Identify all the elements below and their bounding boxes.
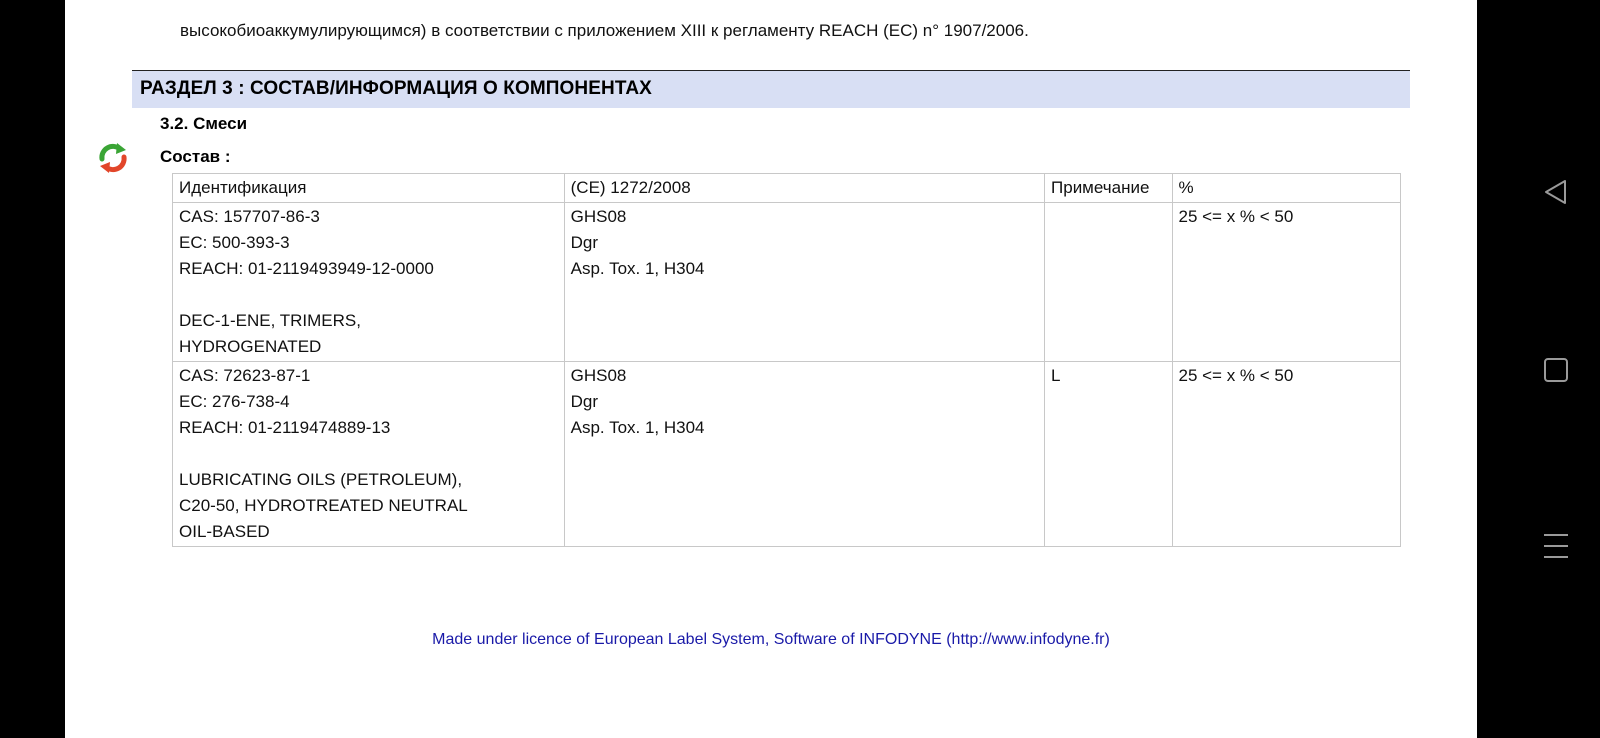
- substance-name: OIL-BASED: [179, 522, 270, 541]
- header-note: Примечание: [1045, 174, 1172, 203]
- identification-cell: [173, 203, 565, 362]
- section-title: РАЗДЕЛ 3 : СОСТАВ/ИНФОРМАЦИЯ О КОМПОНЕНТАХ: [140, 78, 652, 99]
- reach-number: REACH: 01-2119474889-13: [179, 418, 391, 437]
- ec-number: EC: 276-738-4: [179, 392, 290, 411]
- footer-separator: ,: [764, 631, 774, 648]
- hazard-statement: Asp. Tox. 1, H304: [570, 259, 705, 278]
- hazard-statement: Asp. Tox. 1, H304: [570, 418, 705, 437]
- composition-label: Состав :: [160, 147, 231, 166]
- substance-name: C20-50, HYDROTREATED NEUTRAL: [179, 496, 468, 515]
- subsection-heading: 3.2. Смеси: [160, 114, 248, 133]
- substance-name: DEC-1-ENE, TRIMERS,: [179, 311, 361, 330]
- header-clp: (CE) 1272/2008: [564, 174, 1044, 203]
- header-percent: %: [1172, 174, 1401, 203]
- cas-number: CAS: 157707-86-3: [179, 207, 320, 226]
- pictogram-code: GHS08: [570, 207, 627, 226]
- cas-number: CAS: 72623-87-1: [179, 366, 311, 385]
- infodyne-link[interactable]: Software of INFODYNE (http://www.infodyne.fr): [773, 631, 1110, 648]
- ec-number: EC: 500-393-3: [179, 233, 290, 252]
- signal-word: Dgr: [570, 233, 599, 252]
- note-cell: L: [1045, 362, 1172, 547]
- percent-cell: 25 <= x % < 50: [1172, 203, 1401, 362]
- table-header-row: [173, 174, 1401, 203]
- els-link[interactable]: Made under licence of European Label System: [432, 631, 765, 648]
- intro-line-cut: [180, 0, 1440, 18]
- footer-credit: [65, 631, 1477, 649]
- substance-name: HYDROGENATED: [179, 337, 322, 356]
- spacer: [179, 441, 558, 467]
- spacer: [179, 282, 558, 308]
- table-row: [173, 362, 1401, 547]
- composition-table: [172, 173, 1401, 547]
- intro-text: [180, 0, 1440, 44]
- document-page: [65, 0, 1477, 738]
- header-identification: Идентификация: [173, 174, 565, 203]
- intro-line: высокобиоаккумулирующимся) в соответствии с приложением XIII к регламенту REACH (ЕС) n° 1907/2006.: [180, 21, 1029, 40]
- menu-lines-icon[interactable]: [1542, 532, 1570, 560]
- identification-cell: [173, 362, 565, 547]
- table-row: [173, 203, 1401, 362]
- back-triangle-icon[interactable]: [1543, 179, 1569, 205]
- note-cell: [1045, 203, 1172, 362]
- percent-cell: 25 <= x % < 50: [1172, 362, 1401, 547]
- refresh-icon[interactable]: [96, 141, 130, 175]
- home-square-icon[interactable]: [1543, 357, 1569, 383]
- pictogram-code: GHS08: [570, 366, 627, 385]
- signal-word: Dgr: [570, 392, 599, 411]
- clp-cell: [564, 362, 1044, 547]
- section-header-bar: [132, 70, 1410, 108]
- reach-number: REACH: 01-2119493949-12-0000: [179, 259, 434, 278]
- substance-name: LUBRICATING OILS (PETROLEUM),: [179, 470, 463, 489]
- clp-cell: [564, 203, 1044, 362]
